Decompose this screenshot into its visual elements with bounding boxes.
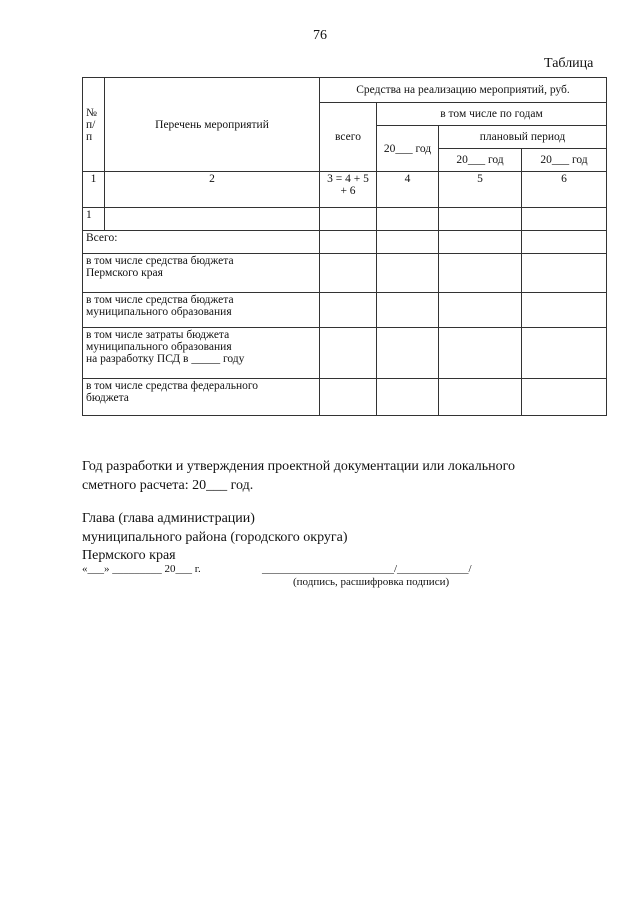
signature-sign-line: ________________________/_____________/	[262, 563, 472, 575]
row-federal-label: в том числе средства федерального бюджета	[83, 379, 320, 416]
index-cell: 1	[83, 172, 105, 208]
page-number: 76	[313, 28, 327, 43]
header-total: всего	[320, 103, 377, 172]
row-total-label: Всего:	[83, 231, 320, 254]
index-cell: 5	[439, 172, 522, 208]
index-cell: 6	[522, 172, 607, 208]
header-number: № п/п	[83, 78, 105, 172]
signature-title-line-1: Глава (глава администрации)	[82, 511, 255, 526]
row-number: 1	[83, 208, 105, 231]
index-cell: 3 = 4 + 5 + 6	[320, 172, 377, 208]
header-plan-year-1: 20___ год	[439, 149, 522, 172]
header-year: 20___ год	[377, 126, 439, 172]
index-cell: 4	[377, 172, 439, 208]
signature-title-line-2: муниципального района (городского округа)	[82, 530, 348, 545]
header-plan-year-2: 20___ год	[522, 149, 607, 172]
index-cell: 2	[105, 172, 320, 208]
header-by-years: в том числе по годам	[377, 103, 607, 126]
project-year-statement: Год разработки и утверждения проектной документации или локального сметного расчета: 20___ год.	[82, 459, 516, 493]
header-events: Перечень мероприятий	[105, 78, 320, 172]
row-psd-label: в том числе затраты бюджета муниципального образования на разработку ПСД в _____ году	[83, 328, 320, 379]
header-funds: Средства на реализацию мероприятий, руб.	[320, 78, 607, 103]
row-municipal-label: в том числе средства бюджета муниципального образования	[83, 293, 320, 328]
budget-table	[82, 77, 607, 416]
signature-title-line-3: Пермского края	[82, 548, 176, 563]
signature-caption: (подпись, расшифровка подписи)	[293, 576, 450, 588]
header-planned-period: плановый период	[439, 126, 607, 149]
signature-date-line: «___» _________ 20___ г.	[82, 563, 201, 575]
table-label: Таблица	[544, 56, 594, 71]
row-perm-label: в том числе средства бюджета Пермского края	[83, 254, 320, 293]
